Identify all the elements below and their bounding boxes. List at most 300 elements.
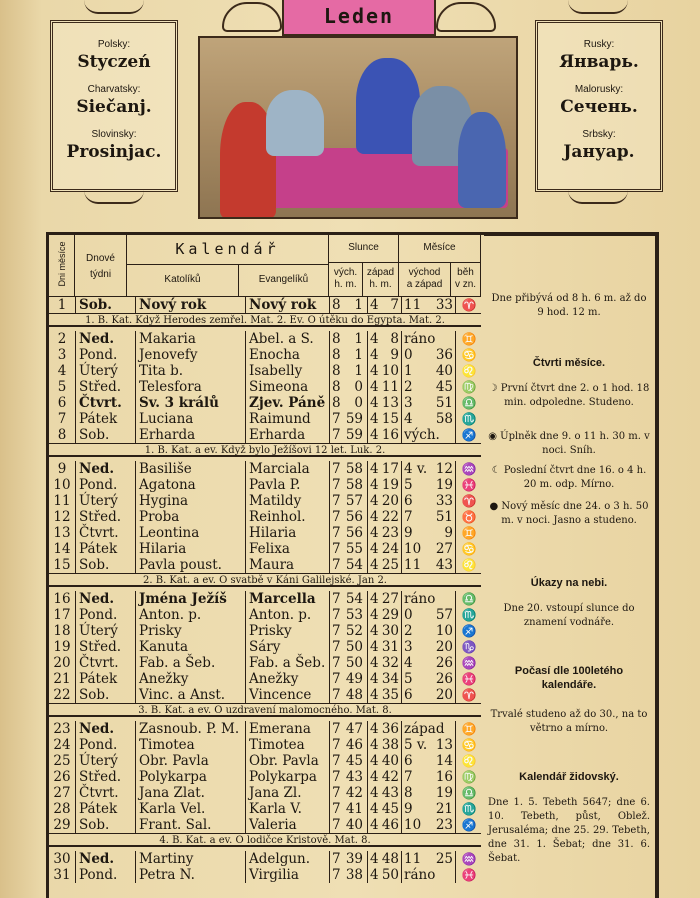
- sunset-minute: 38: [381, 737, 399, 753]
- sunset-minute: 20: [381, 493, 399, 509]
- moon-hour: 7: [401, 509, 424, 525]
- header-mesice-label: Měsíce: [423, 242, 456, 253]
- moon-minute: 40: [435, 363, 453, 379]
- table-row: [49, 753, 481, 769]
- sunset-minute: 36: [381, 721, 399, 737]
- moon-minute: 16: [435, 769, 453, 785]
- moon-hour: 2: [401, 623, 424, 639]
- sunrise-hour: 7: [329, 671, 344, 687]
- evangelical-saint: Vincence: [245, 687, 331, 703]
- catholic-saint: Jenovefy: [135, 347, 247, 363]
- weekday: Úterý: [79, 753, 118, 769]
- moon-minute: 58: [435, 411, 453, 427]
- moon-minute: 26: [435, 671, 453, 687]
- sunset-hour: 4: [367, 509, 382, 525]
- sunset-minute: 29: [381, 607, 399, 623]
- week-gospel-row: 4. B. Kat. a ev. O lodičce Kristově. Mat. 8.: [49, 833, 481, 847]
- day-number: 18: [49, 623, 76, 639]
- side-top-border: [484, 232, 659, 236]
- sunset-hour: 4: [367, 721, 382, 737]
- weekday: Čtvrt.: [79, 655, 119, 671]
- right-box-bottom-ornament: [568, 190, 628, 204]
- sunset-hour: 4: [367, 851, 382, 867]
- header-evangeliku-label: Evangelíků: [258, 274, 309, 285]
- catholic-saint: Jana Zlat.: [135, 785, 247, 801]
- catholic-saint: Karla Vel.: [135, 801, 247, 817]
- evangelical-saint: Jana Zl.: [245, 785, 331, 801]
- sky-events-title: Úkazy na nebi.: [530, 577, 608, 589]
- day-number: 19: [49, 639, 76, 655]
- zodiac-sign-icon: ♐: [455, 427, 482, 443]
- moon-minute: 23: [435, 817, 453, 833]
- jewish-calendar-title: Kalendář židovský.: [519, 771, 619, 783]
- catholic-saint: Martiny: [135, 851, 247, 867]
- zodiac-sign-icon: ♒: [455, 655, 482, 671]
- evangelical-saint: Sáry: [245, 639, 331, 655]
- weekday: Sob.: [79, 687, 110, 703]
- full-moon-icon: ◉: [488, 431, 501, 442]
- weekday: Ned.: [79, 721, 115, 737]
- zodiac-sign-icon: ♐: [455, 623, 482, 639]
- sunset-minute: 11: [381, 379, 399, 395]
- moon-hour: západ: [401, 721, 424, 737]
- weekday: Střed.: [79, 379, 122, 395]
- table-row: [49, 687, 481, 703]
- evangelical-saint: Zjev. Páně: [245, 395, 331, 411]
- sunrise-minute: 58: [345, 461, 363, 477]
- day-number: 1: [49, 297, 76, 313]
- table-row: [49, 509, 481, 525]
- sunset-hour: 4: [367, 817, 382, 833]
- weekday: Pond.: [79, 607, 118, 623]
- header-sunrise: [329, 263, 363, 297]
- sunset-hour: 4: [367, 623, 382, 639]
- table-row: [49, 769, 481, 785]
- sunrise-minute: 43: [345, 769, 363, 785]
- moon-hour: 1: [401, 363, 424, 379]
- weekday: Střed.: [79, 769, 122, 785]
- weather-section: [488, 664, 650, 692]
- left-box-bottom-ornament: [84, 190, 144, 204]
- right-box-top-ornament: [568, 0, 628, 14]
- weekday: Pond.: [79, 477, 118, 493]
- table-row: [49, 801, 481, 817]
- zodiac-sign-icon: ♌: [455, 753, 482, 769]
- header-day-of-month: [49, 235, 75, 297]
- moon-hour: 3: [401, 639, 424, 655]
- month-name: Јануар.: [563, 142, 635, 162]
- sunrise-minute: 48: [345, 687, 363, 703]
- weekday: Čtvrt.: [79, 395, 122, 411]
- catholic-saint: Hygina: [135, 493, 247, 509]
- catholic-saint: Jména Ježíš: [135, 591, 247, 607]
- moon-minute: 43: [435, 557, 453, 573]
- sunrise-hour: 7: [329, 427, 344, 443]
- day-number: 5: [49, 379, 76, 395]
- evangelical-saint: Anton. p.: [245, 607, 331, 623]
- evangelical-saint: Simeona: [245, 379, 331, 395]
- sunrise-hour: 8: [329, 347, 344, 363]
- table-row: [49, 395, 481, 411]
- evangelical-saint: Erharda: [245, 427, 331, 443]
- moon-minute: 21: [435, 801, 453, 817]
- sunrise-hour: 8: [329, 331, 344, 347]
- weekday: Pátek: [79, 801, 118, 817]
- day-number: 9: [49, 461, 76, 477]
- moon-hour: 10: [401, 817, 424, 833]
- catholic-saint: Luciana: [135, 411, 247, 427]
- moon-hour: 6: [401, 687, 424, 703]
- catholic-saint: Telesfora: [135, 379, 247, 395]
- moon-minute: 20: [435, 687, 453, 703]
- header-moonrise: [399, 263, 451, 297]
- sunrise-minute: 45: [345, 753, 363, 769]
- moon-hour: 6: [401, 493, 424, 509]
- sunset-minute: 10: [381, 363, 399, 379]
- sunset-hour: 4: [367, 687, 382, 703]
- moon-hour: 5: [401, 477, 424, 493]
- day-number: 30: [49, 851, 76, 867]
- sunset-hour: 4: [367, 493, 382, 509]
- header-moon-course-label: běh: [457, 267, 474, 278]
- sunset-hour: 4: [367, 297, 382, 313]
- header-mesice: [399, 235, 481, 263]
- evangelical-saint: Karla V.: [245, 801, 331, 817]
- table-row: [49, 427, 481, 443]
- moon-minute: 9: [444, 525, 453, 541]
- zodiac-sign-icon: ♋: [455, 737, 482, 753]
- moon-hour: 5 v.: [401, 737, 424, 753]
- weekday: Ned.: [79, 461, 115, 477]
- day-number: 28: [49, 801, 76, 817]
- moon-minute: 51: [435, 509, 453, 525]
- sunset-minute: 40: [381, 753, 399, 769]
- sunrise-minute: 1: [354, 331, 363, 347]
- sunset-minute: 7: [390, 297, 399, 313]
- table-row: [49, 623, 481, 639]
- language-label: Polsky:: [97, 39, 131, 50]
- catholic-saint: Timotea: [135, 737, 247, 753]
- sunrise-minute: 56: [345, 509, 363, 525]
- moon-hour: 11: [401, 851, 424, 867]
- jewish-calendar-section: [488, 770, 650, 784]
- moon-hour: 2: [401, 379, 424, 395]
- sunrise-minute: 0: [354, 395, 363, 411]
- table-row: [49, 817, 481, 833]
- sunset-hour: 4: [367, 461, 382, 477]
- evangelical-saint: Maura: [245, 557, 331, 573]
- sunset-hour: 4: [367, 525, 382, 541]
- sunrise-hour: 7: [329, 753, 344, 769]
- header-sunrise-units: h. m.: [334, 279, 357, 290]
- day-number: 12: [49, 509, 76, 525]
- sunset-hour: 4: [367, 363, 382, 379]
- sunrise-minute: 38: [345, 867, 363, 883]
- weather-title: Počasí dle 100letého kalendáře.: [514, 665, 624, 691]
- catholic-saint: Vinc. a Anst.: [135, 687, 247, 703]
- moon-hour: 9: [401, 525, 424, 541]
- new-moon-icon: ●: [489, 501, 502, 512]
- evangelical-saint: Marciala: [245, 461, 331, 477]
- zodiac-sign-icon: ♋: [455, 541, 482, 557]
- sunrise-minute: 54: [345, 591, 363, 607]
- sunset-minute: 46: [381, 817, 399, 833]
- moon-phase-text: Úplněk dne 9. o 11 h. 30 m. v noci. Sníh.: [500, 431, 650, 456]
- zodiac-sign-icon: ♏: [455, 411, 482, 427]
- day-number: 6: [49, 395, 76, 411]
- left-language-box: [50, 20, 178, 192]
- illustration-figure: [458, 112, 506, 208]
- weekday: Pond.: [79, 867, 118, 883]
- moon-hour: ráno: [401, 867, 424, 883]
- page-right-border: [655, 232, 659, 898]
- moon-minute: 26: [435, 655, 453, 671]
- sunrise-minute: 53: [345, 607, 363, 623]
- header-kalendar: [127, 235, 329, 265]
- week-gospel-row: 1. B. Kat. Když Herodes zemřel. Mat. 2. Ev. O útěku do Egypta. Mat. 2.: [49, 313, 481, 327]
- evangelical-saint: Raimund: [245, 411, 331, 427]
- sunset-hour: 4: [367, 477, 382, 493]
- table-row: [49, 591, 481, 607]
- moon-minute: 13: [435, 737, 453, 753]
- moon-phase-last-quarter: [488, 464, 650, 492]
- weekday: Střed.: [79, 509, 122, 525]
- weekday: Sob.: [79, 427, 110, 443]
- sunset-hour: 4: [367, 411, 382, 427]
- sunset-minute: 43: [381, 785, 399, 801]
- moon-minute: 33: [435, 297, 453, 313]
- first-quarter-icon: ☽: [488, 383, 501, 394]
- moon-minute: 27: [435, 541, 453, 557]
- sunrise-minute: 1: [354, 363, 363, 379]
- catholic-saint: Nový rok: [135, 297, 247, 313]
- moon-hour: 11: [401, 297, 424, 313]
- weekday: Pátek: [79, 671, 118, 687]
- day-number: 24: [49, 737, 76, 753]
- sunset-hour: 4: [367, 753, 382, 769]
- header-sunset: [363, 263, 399, 297]
- weekday: Pátek: [79, 411, 118, 427]
- day-number: 8: [49, 427, 76, 443]
- header-katoliku: [127, 265, 239, 297]
- header-weekday-label: Dnové týdni: [86, 253, 115, 280]
- moon-phases-section: [488, 356, 650, 370]
- sunset-minute: 19: [381, 477, 399, 493]
- sunrise-hour: 7: [329, 867, 344, 883]
- weekday: Úterý: [79, 623, 118, 639]
- evangelical-saint: Marcella: [245, 591, 331, 607]
- sunrise-minute: 56: [345, 525, 363, 541]
- moon-hour: 9: [401, 801, 424, 817]
- month-name: Январь.: [559, 52, 639, 72]
- right-language-box: [535, 20, 663, 192]
- moon-hour: 5: [401, 671, 424, 687]
- zodiac-sign-icon: ♊: [455, 525, 482, 541]
- zodiac-sign-icon: ♒: [455, 461, 482, 477]
- zodiac-sign-icon: ♌: [455, 363, 482, 379]
- sunrise-hour: 7: [329, 509, 344, 525]
- jewish-calendar-text: Dne 1. 5. Tebeth 5647; dne 6. 10. Tebeth, půst, Oblež. Jerusaléma; dne 25. 29. Tebeth, dne 31. 1. Šebat; dne 31. 6. Šebat.: [488, 797, 650, 864]
- sunrise-minute: 46: [345, 737, 363, 753]
- header-evangeliku: [239, 265, 329, 297]
- moon-phases-title: Čtvrti měsíce.: [532, 357, 606, 369]
- moon-hour: ráno: [401, 331, 424, 347]
- sunset-hour: 4: [367, 379, 382, 395]
- moon-hour: 3: [401, 395, 424, 411]
- moon-hour: 8: [401, 785, 424, 801]
- weekday: Pond.: [79, 737, 118, 753]
- header-moon-course: [451, 263, 481, 297]
- sunrise-hour: 8: [329, 363, 344, 379]
- table-row: [49, 737, 481, 753]
- sunrise-minute: 52: [345, 623, 363, 639]
- header-sunset-units: h. m.: [369, 279, 392, 290]
- evangelical-saint: Prisky: [245, 623, 331, 639]
- sunrise-hour: 7: [329, 655, 344, 671]
- moon-minute: 10: [435, 623, 453, 639]
- sunrise-hour: 7: [329, 607, 344, 623]
- table-row: [49, 867, 481, 883]
- zodiac-sign-icon: ♈: [455, 297, 482, 313]
- sunrise-hour: 7: [329, 541, 344, 557]
- sunrise-hour: 7: [329, 493, 344, 509]
- moon-minute: 25: [435, 851, 453, 867]
- sunset-minute: 34: [381, 671, 399, 687]
- sunset-hour: 4: [367, 655, 382, 671]
- sunset-minute: 45: [381, 801, 399, 817]
- moon-hour: 0: [401, 347, 424, 363]
- weather-text: Trvalé studeno až do 30., na to větrno a mírno.: [490, 709, 648, 734]
- catholic-saint: Leontina: [135, 525, 247, 541]
- evangelical-saint: Polykarpa: [245, 769, 331, 785]
- catholic-saint: Erharda: [135, 427, 247, 443]
- sunrise-hour: 8: [329, 395, 344, 411]
- catholic-saint: Obr. Pavla: [135, 753, 247, 769]
- catholic-saint: Proba: [135, 509, 247, 525]
- sunrise-minute: 50: [345, 655, 363, 671]
- sunrise-hour: 8: [329, 297, 344, 313]
- day-number: 7: [49, 411, 76, 427]
- family-illustration: [198, 36, 518, 219]
- evangelical-saint: Felixa: [245, 541, 331, 557]
- catholic-saint: Prisky: [135, 623, 247, 639]
- sunrise-hour: 7: [329, 721, 344, 737]
- left-box-top-ornament: [84, 0, 144, 14]
- catholic-saint: Anežky: [135, 671, 247, 687]
- zodiac-sign-icon: ♈: [455, 493, 482, 509]
- moon-minute: 19: [435, 785, 453, 801]
- zodiac-sign-icon: ♎: [455, 785, 482, 801]
- sunset-minute: 13: [381, 395, 399, 411]
- table-row: [49, 331, 481, 347]
- table-row: [49, 477, 481, 493]
- sunrise-hour: 7: [329, 557, 344, 573]
- week-gospel-row: 3. B. Kat. a ev. O uzdravení malomocného. Mat. 8.: [49, 703, 481, 717]
- illustration-figure: [266, 90, 324, 156]
- zodiac-sign-icon: ♏: [455, 801, 482, 817]
- day-number: 26: [49, 769, 76, 785]
- table-row: [49, 493, 481, 509]
- sunrise-hour: 7: [329, 785, 344, 801]
- moon-hour: 4: [401, 411, 424, 427]
- sunset-minute: 48: [381, 851, 399, 867]
- moon-hour: 4 v.: [401, 461, 424, 477]
- evangelical-saint: Fab. a Šeb.: [245, 655, 331, 671]
- weekday: Ned.: [79, 331, 115, 347]
- table-row: [49, 525, 481, 541]
- day-number: 23: [49, 721, 76, 737]
- zodiac-sign-icon: ♓: [455, 477, 482, 493]
- sunrise-minute: 59: [345, 411, 363, 427]
- evangelical-saint: Isabelly: [245, 363, 331, 379]
- sunset-hour: 4: [367, 801, 382, 817]
- day-number: 31: [49, 867, 76, 883]
- evangelical-saint: Anežky: [245, 671, 331, 687]
- language-label: Srbsky:: [582, 129, 616, 140]
- sunrise-hour: 7: [329, 801, 344, 817]
- language-label: Malorusky:: [574, 84, 624, 95]
- table-row: [49, 557, 481, 573]
- zodiac-sign-icon: ♎: [455, 395, 482, 411]
- evangelical-saint: Emerana: [245, 721, 331, 737]
- zodiac-sign-icon: ♎: [455, 591, 482, 607]
- sunrise-minute: 40: [345, 817, 363, 833]
- sunset-minute: 17: [381, 461, 399, 477]
- sunset-minute: 42: [381, 769, 399, 785]
- zodiac-sign-icon: ♓: [455, 867, 482, 883]
- moon-minute: 33: [435, 493, 453, 509]
- catholic-saint: Basiliše: [135, 461, 247, 477]
- sunset-minute: 25: [381, 557, 399, 573]
- table-row: [49, 461, 481, 477]
- month-name: Styczeń: [77, 52, 151, 72]
- evangelical-saint: Matildy: [245, 493, 331, 509]
- language-label: Slovinsky:: [91, 129, 137, 140]
- catholic-saint: Kanuta: [135, 639, 247, 655]
- weekday: Sob.: [79, 817, 110, 833]
- moon-hour: ráno: [401, 591, 424, 607]
- zodiac-sign-icon: ♉: [455, 509, 482, 525]
- sunrise-hour: 7: [329, 477, 344, 493]
- moon-minute: 20: [435, 639, 453, 655]
- weekday: Úterý: [79, 493, 118, 509]
- zodiac-sign-icon: ♌: [455, 557, 482, 573]
- day-number: 29: [49, 817, 76, 833]
- day-number: 4: [49, 363, 76, 379]
- sunrise-minute: 54: [345, 557, 363, 573]
- catholic-saint: Agatona: [135, 477, 247, 493]
- sunset-hour: 4: [367, 867, 382, 883]
- sunrise-minute: 57: [345, 493, 363, 509]
- weekday: Sob.: [79, 557, 110, 573]
- sunset-hour: 4: [367, 347, 382, 363]
- sunrise-hour: 7: [329, 769, 344, 785]
- weekday: Čtvrt.: [79, 785, 119, 801]
- sunset-minute: 31: [381, 639, 399, 655]
- moon-phase-new-moon: [488, 500, 650, 528]
- header-moonrise-label: východ: [408, 267, 441, 278]
- header-slunce: [329, 235, 399, 263]
- header-sunset-label: západ: [366, 267, 395, 278]
- table-row: [49, 851, 481, 867]
- week-gospel-row: 2. B. Kat. a ev. O svatbě v Káni Galilejské. Jan 2.: [49, 573, 481, 587]
- sky-events-section: [488, 576, 650, 590]
- sunrise-minute: 50: [345, 639, 363, 655]
- moon-hour: 7: [401, 769, 424, 785]
- catholic-saint: Frant. Sal.: [135, 817, 247, 833]
- language-label: Rusky:: [583, 39, 615, 50]
- illustration-figure: [356, 58, 420, 154]
